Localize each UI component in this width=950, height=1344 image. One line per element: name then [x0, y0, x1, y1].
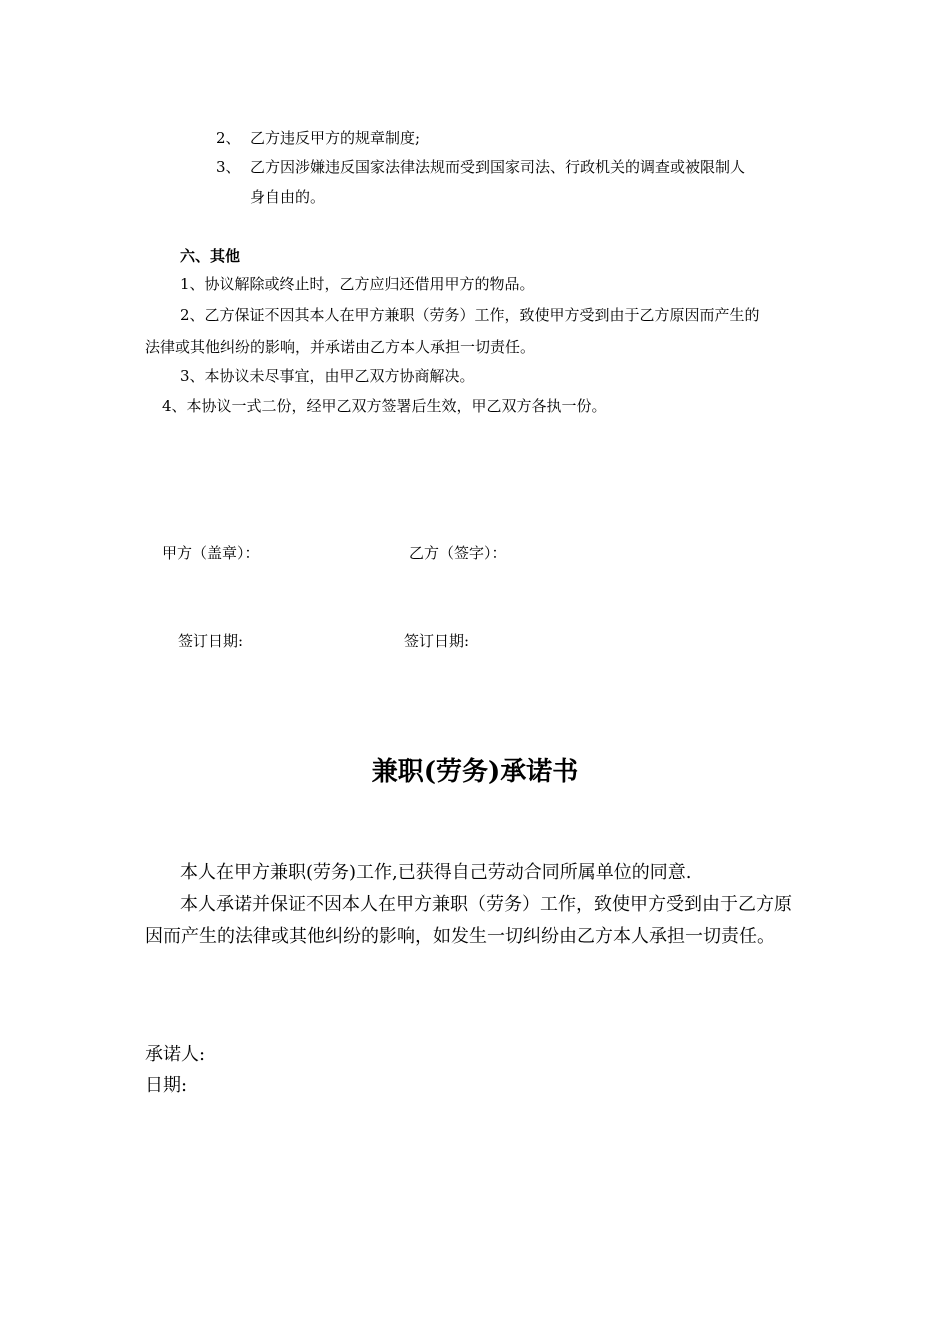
party-a-sign-date-label: 签订日期: [178, 632, 244, 650]
pledge-title: 兼职(劳务)承诺书 [371, 757, 579, 787]
list-item-3-text-line2: 身自由的。 [250, 188, 326, 206]
list-item-2-number: 2、 [216, 129, 241, 147]
party-b-signature-label: 乙方（签字）： [409, 544, 507, 562]
section6-paragraph-1: 1、协议解除或终止时，乙方应归还借用甲方的物品。 [180, 275, 535, 293]
section6-paragraph-4: 4、本协议一式二份，经甲乙双方签署后生效，甲乙双方各执一份。 [162, 397, 607, 415]
pledge-date-label: 日期: [145, 1075, 188, 1096]
pledge-paragraph-2-line2: 因而产生的法律或其他纠纷的影响，如发生一切纠纷由乙方本人承担一切责任。 [145, 926, 775, 947]
section-heading-other: 六、其他 [180, 247, 241, 265]
list-item-3-text-line1: 乙方因涉嫌违反国家法律法规而受到国家司法、行政机关的调查或被限制人 [250, 158, 746, 176]
section6-paragraph-2-line2: 法律或其他纠纷的影响，并承诺由乙方本人承担一切责任。 [145, 338, 536, 356]
pledge-paragraph-1: 本人在甲方兼职(劳务)工作,已获得自己劳动合同所属单位的同意. [180, 862, 692, 883]
list-item-2-text: 乙方违反甲方的规章制度; [250, 129, 421, 147]
section6-paragraph-2-line1: 2、乙方保证不因其本人在甲方兼职（劳务）工作，致使甲方受到由于乙方原因而产生的 [180, 306, 760, 324]
section6-paragraph-3: 3、本协议未尽事宜，由甲乙双方协商解决。 [180, 367, 475, 385]
party-b-sign-date-label: 签订日期: [404, 632, 470, 650]
promisor-label: 承诺人: [145, 1044, 206, 1065]
party-a-seal-label: 甲方（盖章）： [162, 544, 260, 562]
list-item-3-number: 3、 [216, 158, 241, 176]
pledge-paragraph-2-line1: 本人承诺并保证不因本人在甲方兼职（劳务）工作，致使甲方受到由于乙方原 [180, 894, 792, 915]
